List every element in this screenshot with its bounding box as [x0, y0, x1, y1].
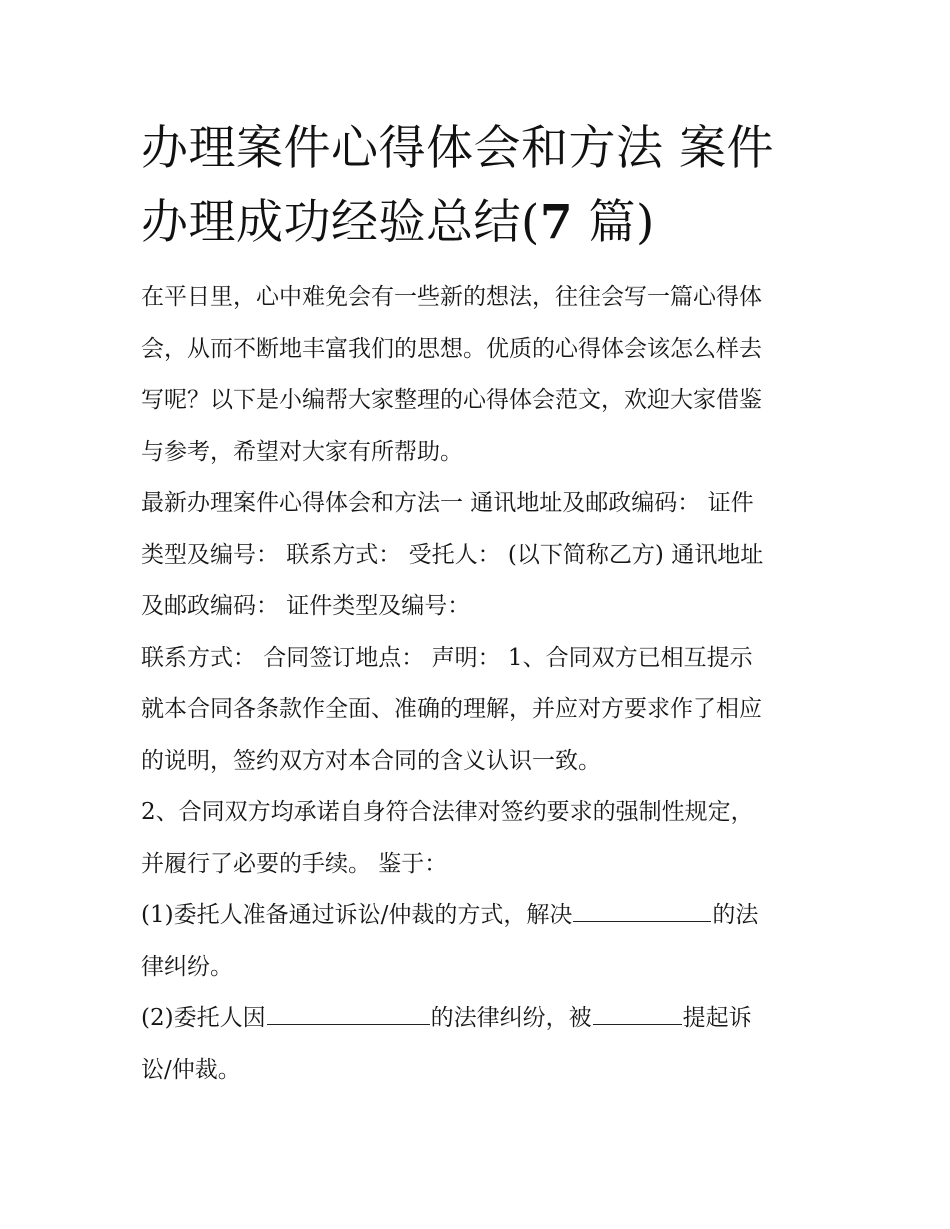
clause-2-line-2: 并履行了必要的手续。 鉴于：	[141, 850, 448, 877]
contact-line-1: 最新办理案件心得体会和方法一 通讯地址及邮政编码： 证件	[141, 490, 754, 516]
item-2-line-2: 讼/仲裁。	[141, 1056, 241, 1083]
intro-line-1: 在平日里，心中难免会有一些新的想法，往往会写一篇心得体	[141, 284, 762, 310]
fill-in-blank	[267, 1002, 430, 1025]
contact-line-2: 类型及编号： 联系方式： 受托人： (以下简称乙方) 通讯地址	[141, 541, 764, 568]
fill-in-blank	[593, 1002, 682, 1025]
statement-line-3: 的说明，签约双方对本合同的含义认识一致。	[141, 747, 601, 774]
item-2-text-after: 提起诉	[682, 1005, 752, 1031]
document-title	[141, 112, 813, 260]
item-2-line-1	[141, 993, 813, 1045]
statement-line-2: 就本合同各条款作全面、准确的理解，并应对方要求作了相应	[141, 696, 762, 722]
statement-line-1: 联系方式： 合同签订地点： 声明： 1、合同双方已相互提示	[141, 644, 753, 671]
item-2-text-before: (2)委托人因	[141, 1005, 266, 1031]
document-body	[141, 272, 813, 1096]
item-1-line-2: 律纠纷。	[141, 953, 233, 980]
item-1-text-before: (1)委托人准备通过诉讼/仲裁的方式，解决	[141, 902, 573, 928]
item-2-paragraph	[141, 993, 813, 1096]
intro-line-2: 会，从而不断地丰富我们的思想。优质的心得体会该怎么样去	[141, 335, 762, 362]
title-line-1: 办理案件心得体会和方法 案件	[141, 121, 774, 176]
statement-paragraph	[141, 633, 813, 788]
item-1-line-1	[141, 890, 813, 942]
item-2-text-middle: 的法律纠纷，被	[430, 1005, 592, 1031]
item-1-paragraph	[141, 890, 813, 993]
intro-paragraph	[141, 272, 813, 478]
contact-line-3: 及邮政编码： 证件类型及编号：	[141, 593, 471, 619]
clause-2-paragraph	[141, 787, 813, 890]
intro-line-3: 写呢？以下是小编帮大家整理的心得体会范文，欢迎大家借鉴	[141, 387, 762, 413]
fill-in-blank	[573, 899, 711, 922]
intro-line-4: 与参考，希望对大家有所帮助。	[141, 438, 463, 465]
contact-paragraph	[141, 478, 813, 633]
title-line-2-prefix: 办理成功经验总结(	[141, 195, 540, 250]
title-article-count: 7	[539, 195, 574, 250]
title-line-2-suffix: 篇)	[573, 195, 655, 250]
title-line-2	[141, 186, 813, 260]
document-content	[141, 112, 813, 1096]
clause-2-line-1: 2、合同双方均承诺自身符合法律对签约要求的强制性规定，	[141, 799, 754, 825]
item-1-text-after: 的法	[712, 902, 759, 928]
